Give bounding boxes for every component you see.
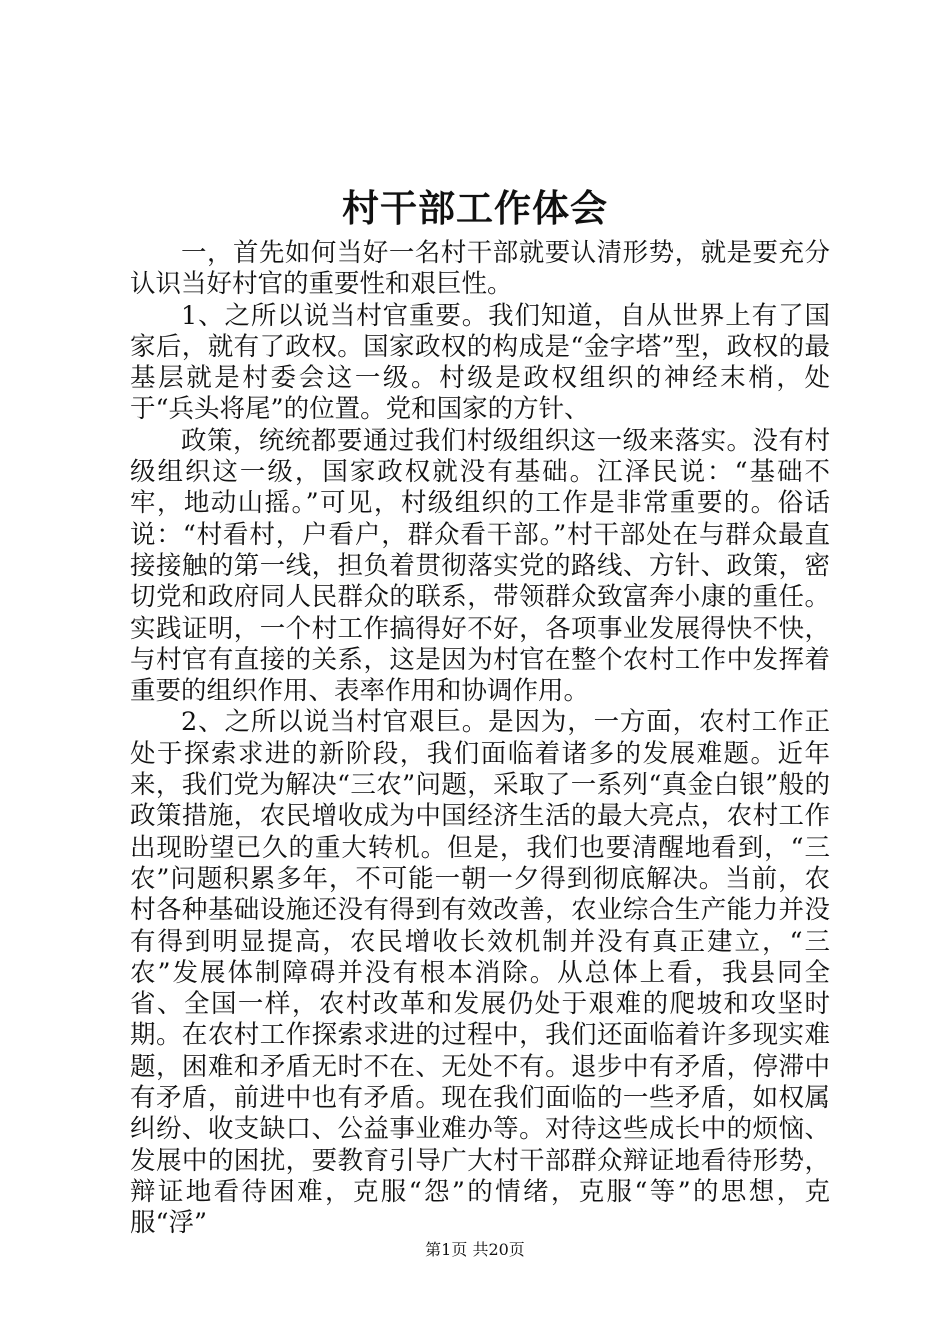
document-body [130, 238, 830, 1240]
paragraph-1: 一，首先如何当好一名村干部就要认清形势，就是要充分认识当好村官的重要性和艰巨性。 [130, 238, 830, 300]
paragraph-3: 政策，统统都要通过我们村级组织这一级来落实。没有村级组织这一级，国家政权就没有基础。江泽民说：“基础不牢，地动山摇。”可见，村级组织的工作是非常重要的。俗话说：“村看村，户看户，群众看干部。”村干部处在与群众最直接接触的第一线，担负着贯彻落实党的路线、方针、政策，密切党和政府同人民群众的联系，带领群众致富奔小康的重任。实践证明，一个村工作搞得好不好，各项事业发展得快不快，与村官有直接的关系，这是因为村官在整个农村工作中发挥着重要的组织作用、表率作用和协调作用。 [130, 425, 830, 707]
document-title: 村干部工作体会 [342, 186, 608, 230]
paragraph-4: 2、之所以说当村官艰巨。是因为，一方面，农村工作正处于探索求进的新阶段，我们面临着诸多的发展难题。近年来，我们党为解决“三农”问题，采取了一系列“真金白银”般的政策措施，农民增收成为中国经济生活的最大亮点，农村工作出现盼望已久的重大转机。但是，我们也要清醒地看到，“三农”问题积累多年，不可能一朝一夕得到彻底解决。当前，农村各种基础设施还没有得到有效改善，农业综合生产能力并没有得到明显提高，农民增收长效机制并没有真正建立，“三农”发展体制障碍并没有根本消除。从总体上看，我县同全省、全国一样，农村改革和发展仍处于艰难的爬坡和攻坚时期。在农村工作探索求进的过程中，我们还面临着许多现实难题，困难和矛盾无时不在、无处不有。退步中有矛盾，停滞中有矛盾，前进中也有矛盾。现在我们面临的一些矛盾，如权属纠纷、收支缺口、公益事业难办等。对待这些成长中的烦恼、发展中的困扰，要教育引导广大村干部群众辩证地看待形势，辩证地看待困难，克服“怨”的情绪，克服“等”的思想，克服“浮” [130, 707, 830, 1239]
paragraph-2: 1、之所以说当村官重要。我们知道，自从世界上有了国家后，就有了政权。国家政权的构成是“金字塔”型，政权的最基层就是村委会这一级。村级是政权组织的神经末梢，处于“兵头将尾”的位置。党和国家的方针、 [130, 300, 830, 425]
page-footer: 第1页 共20页 [425, 1240, 525, 1259]
